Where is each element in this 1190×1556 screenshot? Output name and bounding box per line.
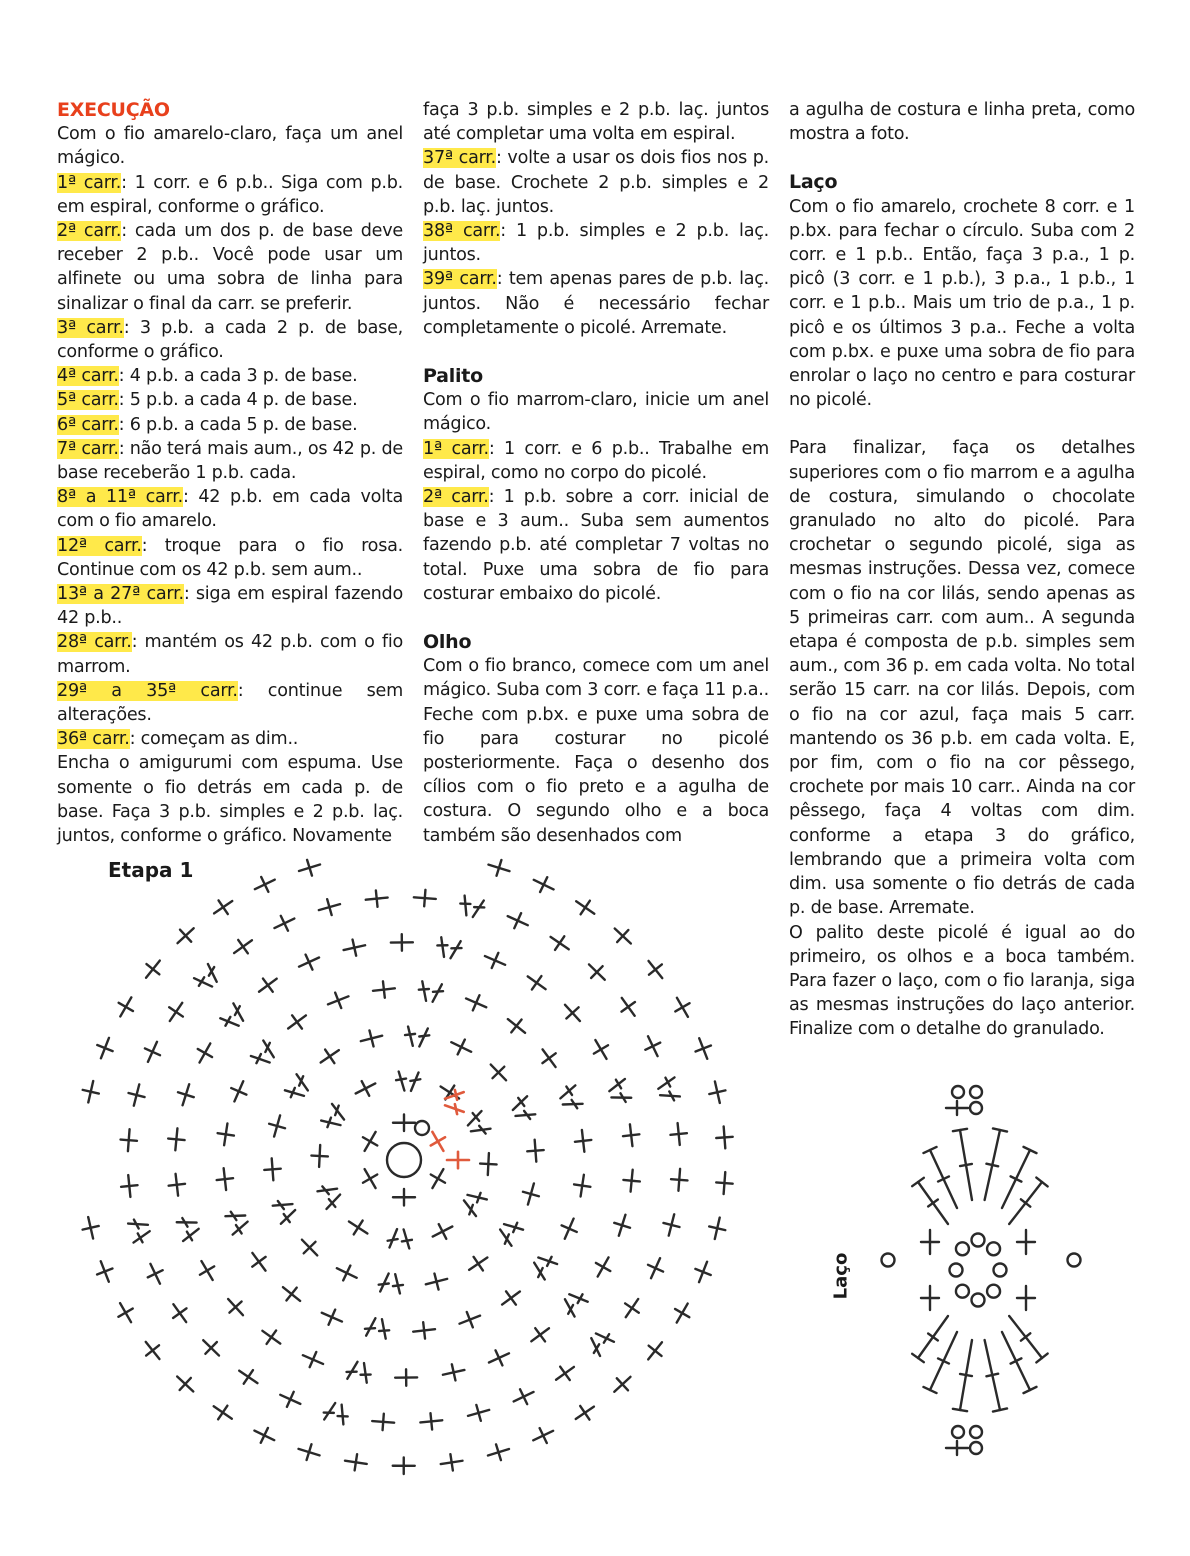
single-crochet-icon — [311, 1145, 329, 1168]
chain-icon — [972, 1234, 985, 1247]
single-crochet-icon — [344, 1215, 371, 1241]
single-crochet-icon — [609, 1371, 636, 1398]
round-instruction — [423, 437, 769, 485]
single-crochet-icon — [139, 1337, 166, 1364]
single-crochet-icon — [486, 1346, 513, 1370]
single-crochet-icon — [424, 1271, 449, 1292]
chain-icon — [1068, 1254, 1081, 1267]
double-crochet-icon — [953, 1129, 972, 1200]
single-crochet-icon — [526, 1139, 544, 1162]
round-instruction — [57, 534, 403, 582]
increase-icon — [128, 1216, 153, 1244]
round-label: 29ª a 35ª carr. — [57, 680, 238, 701]
increase-icon — [387, 1229, 412, 1249]
single-crochet-icon — [622, 1169, 641, 1192]
increase-icon — [316, 1181, 344, 1211]
increase-icon — [176, 1214, 201, 1243]
column-1 — [57, 98, 403, 848]
single-crochet-icon — [641, 1033, 665, 1060]
chain-icon — [956, 1242, 969, 1255]
round-label: 3ª carr. — [57, 317, 124, 338]
round-text: : tem apenas pares de p.b. laç. juntos. Não é necessário fechar completamente o picolé. Arremate. — [423, 269, 770, 338]
round-label: 5ª carr. — [57, 390, 119, 411]
increase-icon — [509, 1094, 536, 1124]
increase-icon — [345, 1360, 372, 1383]
single-crochet-icon — [669, 1122, 688, 1146]
single-crochet-icon — [503, 1013, 530, 1040]
increase-icon — [495, 1217, 524, 1248]
single-crochet-icon — [216, 1122, 236, 1146]
single-crochet-icon — [526, 1322, 553, 1348]
round-text: : troque para o fio rosa. Continue com os 42 p.b. sem aum.. — [57, 535, 403, 580]
increase-icon — [272, 1196, 299, 1226]
single-crochet-icon — [318, 1305, 345, 1329]
double-crochet-icon — [912, 1316, 948, 1362]
single-crochet-icon — [546, 930, 573, 956]
diagram-title-etapa-1: Etapa 1 — [108, 858, 194, 882]
single-crochet-icon — [463, 991, 490, 1015]
double-crochet-icon — [1009, 1178, 1047, 1224]
increase-icon — [607, 1077, 632, 1106]
increase-icon — [529, 1251, 559, 1282]
single-crochet-icon — [80, 1215, 101, 1240]
single-crochet-icon — [357, 1128, 382, 1155]
increase-icon — [378, 1273, 404, 1294]
single-crochet-icon — [120, 1129, 138, 1152]
single-crochet-icon — [615, 993, 641, 1020]
single-crochet-icon — [296, 1234, 323, 1261]
round-label: 39ª carr. — [423, 269, 497, 290]
single-crochet-icon — [391, 934, 413, 951]
single-crochet-icon — [921, 1230, 939, 1254]
round-label: 4ª carr. — [57, 366, 119, 387]
chain-icon — [987, 1242, 1000, 1255]
round-label: 8ª a 11ª carr. — [57, 487, 183, 508]
single-crochet-icon — [692, 1035, 715, 1062]
round-text: : 1 p.b. simples e 2 p.b. laç. juntos. — [423, 221, 769, 266]
single-crochet-icon — [283, 1009, 310, 1035]
single-crochet-icon — [120, 1174, 139, 1198]
single-crochet-icon — [588, 1036, 613, 1063]
single-crochet-icon — [504, 909, 531, 933]
single-crochet-icon — [278, 1281, 305, 1308]
round-instruction — [57, 219, 403, 316]
round-instruction — [57, 727, 403, 751]
round-text: : 1 corr. e 6 p.b.. Trabalhe em espiral, como no corpo do picolé. — [423, 438, 769, 483]
single-crochet-icon — [140, 955, 167, 982]
double-crochet-icon — [985, 1340, 1007, 1412]
single-crochet-icon — [425, 1165, 450, 1192]
double-crochet-icon — [923, 1147, 957, 1208]
laco-paragraph: Com o fio amarelo, crochete 8 corr. e 1 p.bx. para fechar o círculo. Suba com 2 corr. e 1 p.b.. Então, faça 3 p.a., 1 p. picô (3 corr. e 1 p.b.), 3 p.a., 1 p.b., 1 corr. e 1 p.b.. Mais um trio de p.a., 1 p. picô e os últimos 3 p.a.. Feche a volta com p.bx. e puxe uma sobra de fio para enrolar o laço no centro e para costurar no picolé. — [789, 196, 1135, 411]
single-crochet-icon — [167, 1299, 193, 1326]
single-crochet-icon — [263, 1158, 281, 1181]
single-crochet-icon — [486, 1441, 512, 1463]
chain-icon — [956, 1285, 969, 1298]
double-crochet-icon — [985, 1128, 1007, 1200]
single-crochet-icon — [611, 1212, 633, 1238]
round-instruction — [57, 582, 403, 630]
round-label: 1ª carr. — [57, 172, 122, 193]
single-crochet-icon — [93, 1035, 116, 1062]
increase-icon — [364, 1317, 391, 1339]
increase-icon — [458, 895, 486, 919]
magic-ring-icon — [387, 1143, 421, 1177]
chain-icon — [994, 1264, 1007, 1277]
single-crochet-icon — [559, 999, 586, 1026]
single-crochet-icon — [167, 1173, 186, 1197]
single-crochet-icon — [497, 1285, 524, 1311]
column-2 — [423, 98, 769, 848]
round-instruction — [57, 485, 403, 533]
single-crochet-icon — [333, 1261, 360, 1285]
round-instruction — [423, 146, 769, 219]
single-crochet-icon — [300, 1348, 327, 1372]
round-label: 36ª carr. — [57, 729, 130, 750]
round-instruction — [423, 485, 769, 606]
increase-icon — [585, 1327, 615, 1357]
single-crochet-icon — [172, 1370, 199, 1397]
single-crochet-icon — [642, 956, 669, 983]
single-crochet-icon — [352, 1076, 379, 1101]
round-label: 13ª a 27ª carr. — [57, 584, 184, 605]
increase-icon — [225, 1207, 251, 1236]
single-crochet-icon — [393, 1458, 415, 1475]
single-crochet-icon — [325, 989, 352, 1012]
single-crochet-icon — [572, 1174, 592, 1198]
single-crochet-icon — [661, 1212, 682, 1237]
intro-paragraph: Com o fio amarelo-claro, faça um anel mágico. — [57, 124, 403, 169]
palito-rounds-list — [423, 437, 769, 606]
continued-paragraph: a agulha de costura e linha preta, como mostra a foto. — [789, 100, 1135, 145]
olho-paragraph: Com o fio branco, comece com um anel mágico. Suba com 3 corr. e faça 11 p.a.. Feche com p.bx. e puxe uma sobra de fio para costurar no picolé posteriormente. Faça o desenho dos cílios com o fio preto e a agulha de costura. O segundo olho e a boca também são desenhados com — [423, 656, 769, 846]
single-crochet-icon — [574, 1129, 593, 1153]
single-crochet-icon — [413, 889, 436, 907]
round-text: : cada um dos p. de base deve receber 2 p.b.. Você pode usar um alfinete ou uma sobra de linha para sinalizar o final da carr. se preferir. — [57, 221, 403, 314]
chain-icon — [972, 1294, 985, 1307]
crochet-chart-laco — [858, 1070, 1098, 1460]
round-label: 12ª carr. — [57, 535, 142, 556]
increase-icon — [320, 1102, 349, 1132]
round-instruction — [57, 388, 403, 412]
increase-icon — [417, 981, 444, 1003]
increase-icon — [219, 1002, 249, 1033]
single-crochet-icon — [571, 1400, 598, 1426]
single-crochet-icon — [251, 1423, 278, 1447]
single-crochet-icon — [583, 959, 610, 986]
single-crochet-icon — [485, 1059, 512, 1086]
single-crochet-icon — [172, 922, 199, 949]
single-crochet-icon — [412, 1321, 436, 1340]
round-text: : 6 p.b. a cada 5 p. de base. — [118, 414, 358, 435]
single-crochet-icon — [258, 1324, 285, 1350]
round-instruction — [423, 267, 769, 340]
single-crochet-icon — [235, 1364, 262, 1390]
single-crochet-icon — [466, 1402, 492, 1424]
single-crochet-icon — [715, 1126, 733, 1149]
round-instruction — [57, 437, 403, 485]
double-crochet-icon — [1009, 1316, 1047, 1362]
single-crochet-icon — [317, 896, 343, 918]
increase-icon — [464, 1109, 492, 1139]
crochet-chart-etapa-1 — [70, 850, 770, 1510]
round-label: 7ª carr. — [57, 438, 119, 459]
increase-icon — [459, 1187, 488, 1217]
single-crochet-icon — [643, 1255, 667, 1282]
single-crochet-icon — [277, 1387, 304, 1411]
single-crochet-icon — [707, 1216, 728, 1241]
single-crochet-icon — [209, 1399, 236, 1425]
double-crochet-icon — [1002, 1147, 1036, 1208]
single-crochet-icon — [372, 980, 396, 999]
single-crochet-icon — [609, 922, 636, 949]
single-crochet-icon — [113, 1299, 138, 1326]
single-crochet-icon — [167, 1128, 186, 1151]
single-crochet-icon — [440, 1453, 464, 1473]
single-crochet-icon — [93, 1258, 116, 1285]
single-crochet-icon — [523, 970, 550, 996]
single-crochet-icon — [296, 1441, 322, 1463]
single-crochet-icon — [246, 1248, 272, 1275]
single-crochet-icon — [1017, 1286, 1035, 1310]
single-crochet-icon — [140, 1038, 164, 1065]
round-label: 28ª carr. — [57, 632, 132, 653]
single-crochet-icon — [113, 993, 138, 1020]
single-crochet-icon — [670, 1168, 688, 1191]
single-crochet-icon — [480, 1153, 498, 1176]
single-crochet-icon — [482, 948, 509, 972]
single-crochet-icon — [357, 1165, 382, 1192]
single-crochet-icon — [465, 1251, 492, 1277]
single-crochet-icon — [251, 872, 278, 896]
round-instruction — [57, 316, 403, 364]
round-text: : começam as dim.. — [129, 729, 299, 750]
single-crochet-icon — [359, 1028, 384, 1049]
single-crochet-icon — [707, 1080, 728, 1105]
single-crochet-icon — [572, 894, 599, 920]
single-crochet-icon — [163, 998, 189, 1025]
single-crochet-icon — [557, 1215, 581, 1242]
single-crochet-icon — [530, 872, 557, 896]
single-crochet-icon — [1017, 1230, 1035, 1254]
round-text: : volte a usar os dois fios nos p. de base. Crochete 2 p.b. simples e 2 p.b. laç. juntos. — [423, 148, 770, 217]
palito-paragraph: O palito deste picolé é igual ao do primeiro, os olhos e a boca também. Para fazer o laço, com o fio laranja, siga as mesmas instruções do laço anterior. Finalize com o detalhe do granulado. — [789, 922, 1135, 1040]
round-text: : continue sem alterações. — [57, 680, 403, 726]
section-title-execucao: EXECUÇÃO — [57, 99, 170, 121]
single-crochet-icon — [393, 1115, 415, 1132]
increase-icon — [250, 1039, 280, 1070]
round-text: : 5 p.b. a cada 4 p. de base. — [118, 390, 358, 411]
single-crochet-icon — [393, 1189, 415, 1206]
chain-icon — [415, 1121, 429, 1135]
single-crochet-icon — [441, 1362, 466, 1383]
round-label: 6ª carr. — [57, 414, 119, 435]
round-instruction — [57, 171, 403, 219]
single-crochet-icon — [215, 1167, 234, 1191]
single-crochet-icon — [229, 934, 256, 960]
single-crochet-icon — [395, 1369, 417, 1386]
single-crochet-icon — [143, 1260, 167, 1287]
round-instruction — [423, 219, 769, 267]
single-crochet-icon — [254, 972, 281, 998]
double-crochet-icon — [953, 1340, 972, 1411]
single-crochet-icon — [296, 950, 323, 974]
single-crochet-icon — [227, 1078, 251, 1105]
palito-intro: Com o fio marrom-claro, inicie um anel mágico. — [423, 390, 769, 435]
single-crochet-icon — [670, 994, 695, 1021]
round-text: : 3 p.b. a cada 2 p. de base, conforme o gráfico. — [57, 317, 404, 363]
continued-paragraph: faça 3 p.b. simples e 2 p.b. laç. juntos até completar uma volta em espiral. — [423, 100, 769, 145]
round-label: 1ª carr. — [423, 438, 489, 459]
round-instruction — [57, 364, 403, 388]
round-label: 2ª carr. — [57, 221, 122, 242]
increase-icon — [656, 1075, 681, 1103]
single-crochet-icon — [520, 1181, 542, 1207]
single-crochet-icon — [126, 1082, 147, 1107]
increase-icon — [557, 1083, 583, 1112]
single-crochet-icon — [457, 1308, 484, 1331]
increase-icon — [322, 1401, 350, 1425]
single-crochet-icon — [266, 1113, 288, 1139]
single-crochet-icon — [222, 1293, 249, 1320]
increase-icon — [396, 1071, 421, 1091]
round-text: : não terá mais aum., os 42 p. de base receberão 1 p.b. cada. — [57, 438, 403, 484]
column-3 — [789, 98, 1135, 1042]
picot-icon — [946, 1426, 982, 1455]
closing-paragraph: Encha o amigurumi com espuma. Use somente o fio detrás em cada p. de base. Faça 3 p.b. simples e 2 p.b. laç. juntos, conforme o gráfico. Novamente — [57, 753, 403, 847]
single-crochet-icon — [372, 1413, 395, 1431]
single-crochet-icon — [192, 1039, 217, 1066]
section-title-olho: Olho — [423, 631, 472, 654]
single-crochet-icon — [197, 1334, 224, 1361]
single-crochet-icon — [365, 889, 389, 908]
single-crochet-icon — [921, 1286, 939, 1310]
single-crochet-icon — [536, 1044, 562, 1071]
round-label: 2ª carr. — [423, 487, 489, 508]
increase-icon — [284, 1072, 313, 1103]
increase-icon — [193, 962, 223, 992]
single-crochet-icon — [591, 1253, 616, 1280]
rounds-list — [57, 171, 403, 752]
round-label: 37ª carr. — [423, 148, 497, 169]
chain-icon — [987, 1285, 1000, 1298]
single-crochet-icon — [429, 1219, 456, 1244]
round-start-marker-icon — [447, 1152, 469, 1169]
increase-icon — [435, 937, 462, 960]
single-crochet-icon — [622, 1123, 641, 1147]
single-crochet-icon — [530, 1423, 557, 1447]
single-crochet-icon — [715, 1172, 733, 1195]
single-crochet-icon — [344, 1453, 368, 1473]
single-crochet-icon — [342, 937, 367, 958]
increase-icon — [404, 1026, 430, 1047]
round-text: : 4 p.b. a cada 3 p. de base. — [118, 366, 358, 387]
double-crochet-icon — [912, 1178, 948, 1224]
single-crochet-icon — [420, 1412, 444, 1431]
single-crochet-icon — [551, 1360, 578, 1386]
round-text: : mantém os 42 p.b. com o fio marrom. — [57, 632, 403, 677]
single-crochet-icon — [486, 857, 512, 879]
double-crochet-icon — [1002, 1332, 1036, 1393]
double-crochet-icon — [923, 1332, 957, 1393]
section-title-laco: Laço — [789, 171, 838, 194]
single-crochet-icon — [175, 1082, 197, 1108]
single-crochet-icon — [194, 1257, 219, 1284]
single-crochet-icon — [316, 1043, 343, 1069]
single-crochet-icon — [691, 1259, 714, 1286]
round-instruction — [57, 679, 403, 727]
round-text: : 1 p.b. sobre a corr. inicial de base e 3 aum.. Suba sem aumentos fazendo p.b. até completar 7 voltas no total. Puxe uma sobra de fio para costurar embaixo do picolé. — [423, 487, 769, 604]
single-crochet-icon — [642, 1337, 669, 1364]
increase-icon — [559, 1288, 589, 1319]
single-crochet-icon — [209, 894, 236, 920]
round-text: : 1 corr. e 6 p.b.. Siga com p.b. em espiral, conforme o gráfico. — [57, 172, 403, 217]
round-label: 38ª carr. — [423, 221, 501, 242]
chain-icon — [950, 1264, 963, 1277]
round-instruction — [57, 630, 403, 678]
round-text: : siga em espiral fazendo 42 p.b.. — [57, 584, 403, 629]
section-title-palito: Palito — [423, 365, 483, 388]
single-crochet-icon — [670, 1299, 695, 1326]
diagram-title-laco: Laço — [830, 1252, 852, 1300]
round-instruction — [57, 413, 403, 437]
single-crochet-icon — [297, 857, 323, 879]
single-crochet-icon — [619, 1294, 645, 1321]
single-crochet-icon — [80, 1079, 101, 1104]
rounds-list — [423, 146, 769, 340]
single-crochet-icon — [510, 1385, 537, 1409]
chain-icon — [882, 1254, 895, 1267]
single-crochet-icon — [448, 1035, 475, 1059]
final-paragraph: Para finalizar, faça os detalhes superiores com o fio marrom e a agulha de costura, simulando o chocolate granulado no alto do picolé. Para crochetar o segundo picolé, siga as mesmas instruções. Dessa vez, comece com o fio na cor lilás, sendo apenas as 5 primeiras carr. com aum.. A segunda etapa é composta de p.b. simples sem aum., com 36 p. em cada volta. No total serão 15 carr. na cor lilás. Depois, com o fio na cor azul, faça mais 5 carr. mantendo os 36 p.b. em cada volta. E, por fim, com o fio na cor pêssego, crochete por mais 10 carr.. Ainda na cor pêssego, faça 4 voltas com dim. conforme a etapa 3 do gráfico, lembrando que a primeira volta com dim. usa somente o fio detrás de cada p. de base. Arremate. — [789, 438, 1135, 919]
picot-icon — [946, 1086, 982, 1115]
round-text: : 42 p.b. em cada volta com o fio amarelo. — [57, 487, 403, 532]
single-crochet-icon — [271, 911, 298, 935]
